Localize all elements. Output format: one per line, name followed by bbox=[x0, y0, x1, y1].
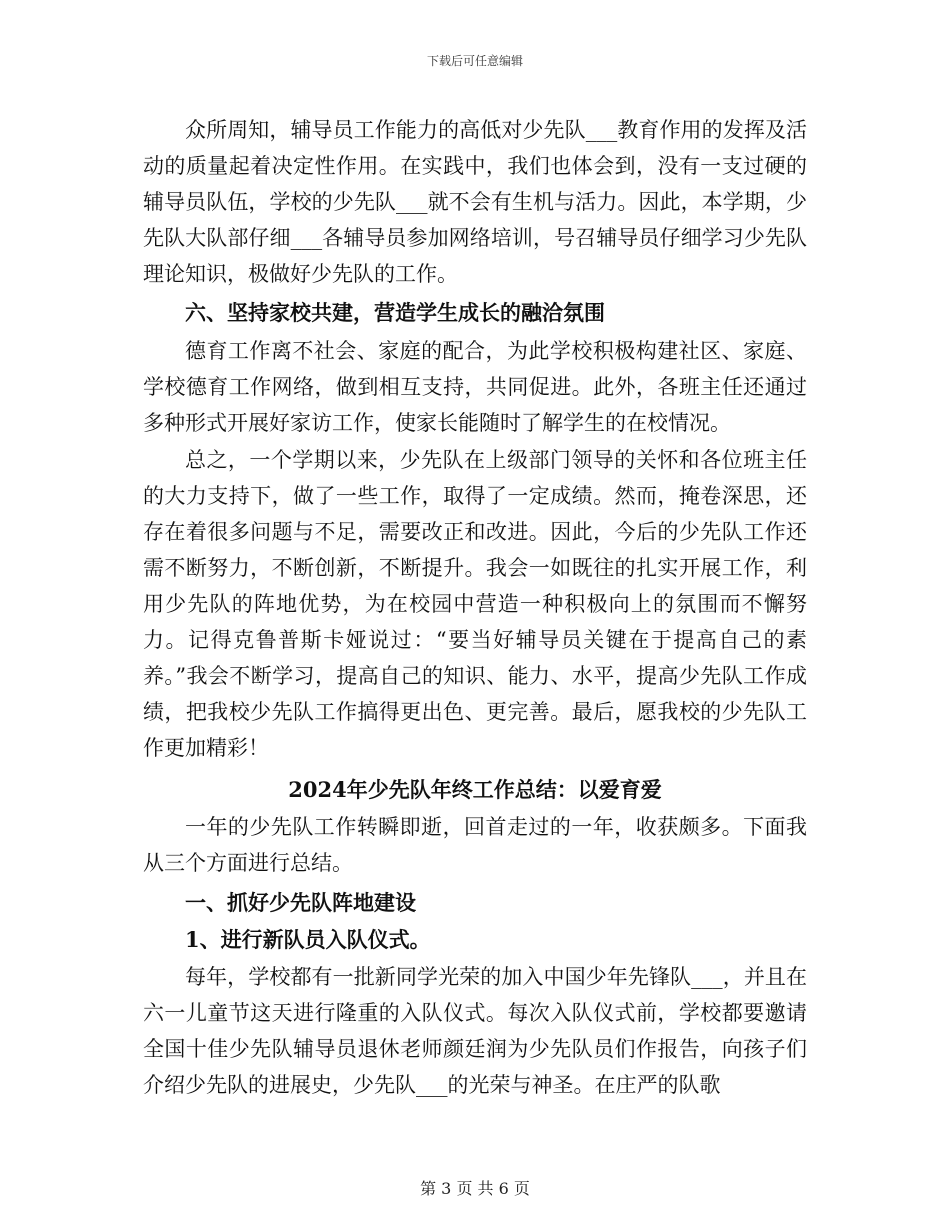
section-title-annual-summary: 2024年少先队年终工作总结：以爱育爱 bbox=[288, 777, 662, 802]
paragraph-induction-ceremony: 每年，学校都有一批新同学光荣的加入中国少年先锋队___，并且在六一儿童节这天进行隆重的入队仪式。每次入队仪式前，学校都要邀请全国十佳少先队辅导员退休老师颜廷润为少先队员们作报告，向孩子们介绍少先队的进展史，少先队___的光荣与神圣。在庄严的队歌 bbox=[143, 965, 807, 1097]
heading-position-building: 一、抓好少先队阵地建设 bbox=[185, 890, 416, 915]
page-header-note: 下载后可任意编辑 bbox=[426, 54, 523, 68]
subheading-new-member-ceremony: 1、进行新队员入队仪式。 bbox=[185, 927, 431, 952]
paragraph-summary-conclusion: 总之，一个学期以来，少先队在上级部门领导的关怀和各位班主任的大力支持下，做了一些工作，取得了一定成绩。然而，掩卷深思，还存在着很多问题与不足，需要改正和改进。因此，今后的少先队工作还需不断努力，不断创新，不断提升。我会一如既往的扎实开展工作，利用少先队的阵地优势，为在校园中营造一种积极向上的氛围而不懈努力。记得克鲁普斯卡娅说过：“要当好辅导员关键在于提高自己的素养。”我会不断学习，提高自己的知识、能力、水平，提高少先队工作成绩，把我校少先队工作搞得更出色、更完善。最后，愿我校的少先队工作更加精彩！ bbox=[143, 448, 807, 760]
paragraph-counselor-ability: 众所周知，辅导员工作能力的高低对少先队___教育作用的发挥及活动的质量起着决定性作用。在实践中，我们也体会到，没有一支过硬的辅导员队伍，学校的少先队___就不会有生机与活力。因此，本学期，少先队大队部仔细___各辅导员参加网络培训，号召辅导员仔细学习少先队理论知识，极做好少先队的工作。 bbox=[143, 118, 807, 286]
heading-home-school-cooperation: 六、坚持家校共建，营造学生成长的融洽氛围 bbox=[185, 300, 605, 325]
page-number: 第 3 页 共 6 页 bbox=[420, 1179, 530, 1198]
paragraph-year-review-intro: 一年的少先队工作转瞬即逝，回首走过的一年，收获颇多。下面我从三个方面进行总结。 bbox=[143, 815, 807, 875]
paragraph-moral-education: 德育工作离不社会、家庭的配合，为此学校积极构建社区、家庭、学校德育工作网络，做到相互支持，共同促进。此外，各班主任还通过多种形式开展好家访工作，使家长能随时了解学生的在校情况。 bbox=[143, 339, 807, 435]
